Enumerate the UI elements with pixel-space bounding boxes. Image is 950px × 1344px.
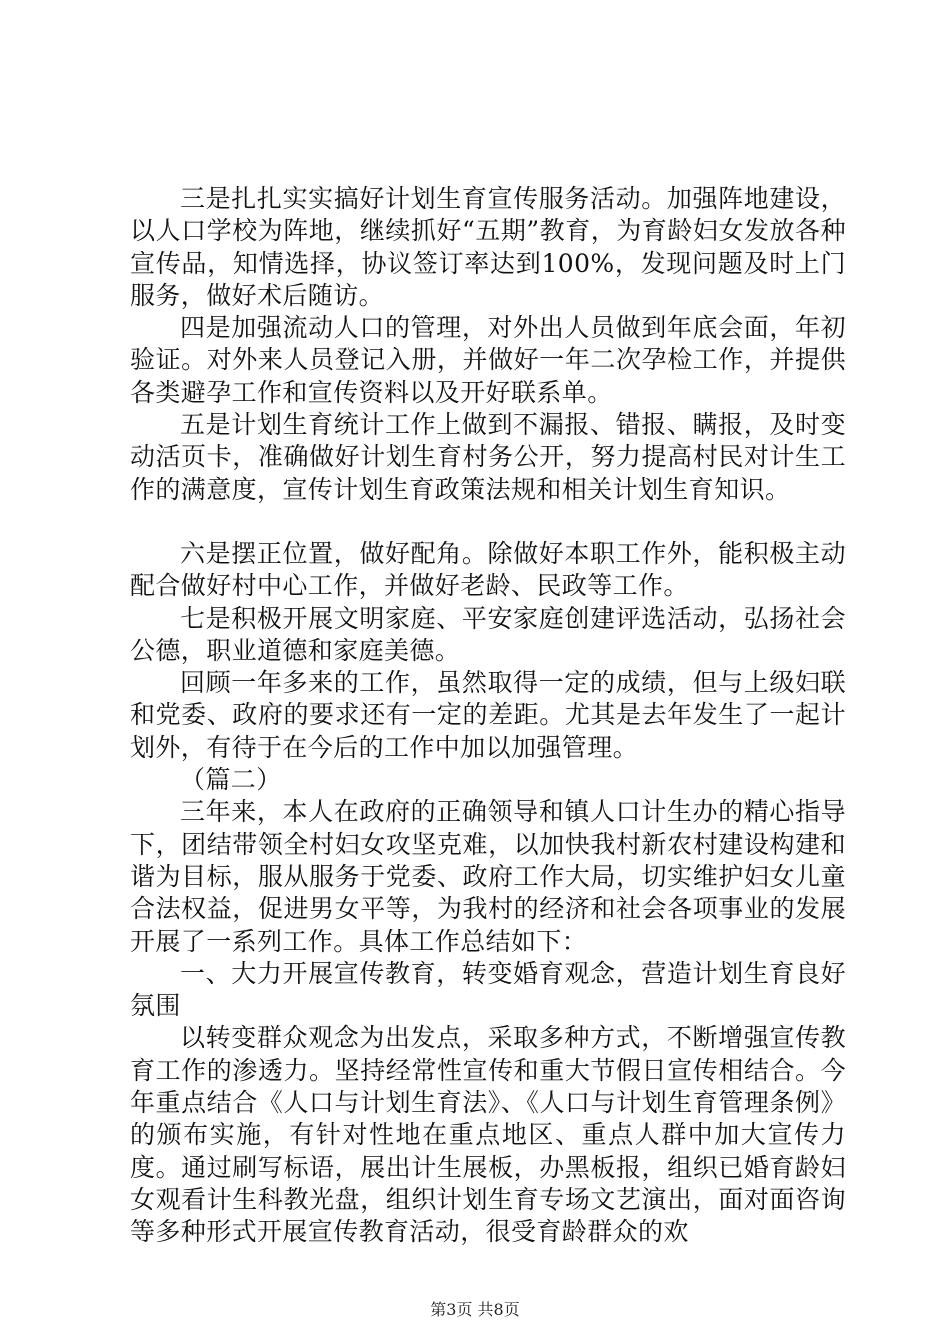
section-heading-part-two: （篇二）	[180, 765, 282, 795]
paragraph-publicity: 以转变群众观念为出发点，采取多种方式，不断增强宣传教育工作的渗透力。坚持经常性宣传和重大节假日宣传相结合。今年重点结合《人口与计划生育法》、《人口与计划生育管理条例》的颁布实施，有针对性地在重点地区、重点人群中加大宣传力度。通过刷写标语，展出计生展板，办黑板报，组织已婚育龄妇女观看计生科教光盘，组织计划生育专场文艺演出，面对面咨询等多种形式开展宣传教育活动，很受育龄群众的欢	[130, 1023, 846, 1247]
paragraph-four: 四是加强流动人口的管理，对外出人员做到年底会面，年初验证。对外来人员登记入册，并做好一年二次孕检工作，并提供各类避孕工作和宣传资料以及开好联系单。	[130, 313, 846, 407]
paragraph-intro: 三年来，本人在政府的正确领导和镇人口计生办的精心指导下，团结带领全村妇女攻坚克难，以加快我村新农村建设构建和谐为目标，服从服务于党委、政府工作大局，切实维护妇女儿童合法权益，促进男女平等，为我村的经济和社会各项事业的发展开展了一系列工作。具体工作总结如下：	[130, 797, 846, 956]
paragraph-gap	[130, 506, 846, 538]
paragraph-six: 六是摆正位置，做好配角。除做好本职工作外，能积极主动配合做好村中心工作，并做好老龄、民政等工作。	[130, 538, 846, 601]
document-body	[130, 183, 846, 1249]
paragraph-three: 三是扎扎实实搞好计划生育宣传服务活动。加强阵地建设，以人口学校为阵地，继续抓好“五期”教育，为育龄妇女发放各种宣传品，知情选择，协议签订率达到100%，发现问题及时上门服务，做好术后随访。	[130, 184, 846, 310]
page-number-footer: 第3页 共8页	[430, 1300, 520, 1319]
paragraph-seven: 七是积极开展文明家庭、平安家庭创建评选活动，弘扬社会公德，职业道德和家庭美德。	[130, 603, 846, 665]
section-heading-one: 一、大力开展宣传教育，转变婚育观念，营造计划生育良好氛围	[130, 958, 846, 1021]
paragraph-review: 回顾一年多来的工作，虽然取得一定的成绩，但与上级妇联和党委、政府的要求还有一定的差距。尤其是去年发生了一起计划外，有待于在今后的工作中加以加强管理。	[130, 668, 846, 762]
paragraph-five: 五是计划生育统计工作上做到不漏报、错报、瞒报，及时变动活页卡，准确做好计划生育村务公开，努力提高村民对计生工作的满意度，宣传计划生育政策法规和相关计划生育知识。	[130, 410, 846, 504]
